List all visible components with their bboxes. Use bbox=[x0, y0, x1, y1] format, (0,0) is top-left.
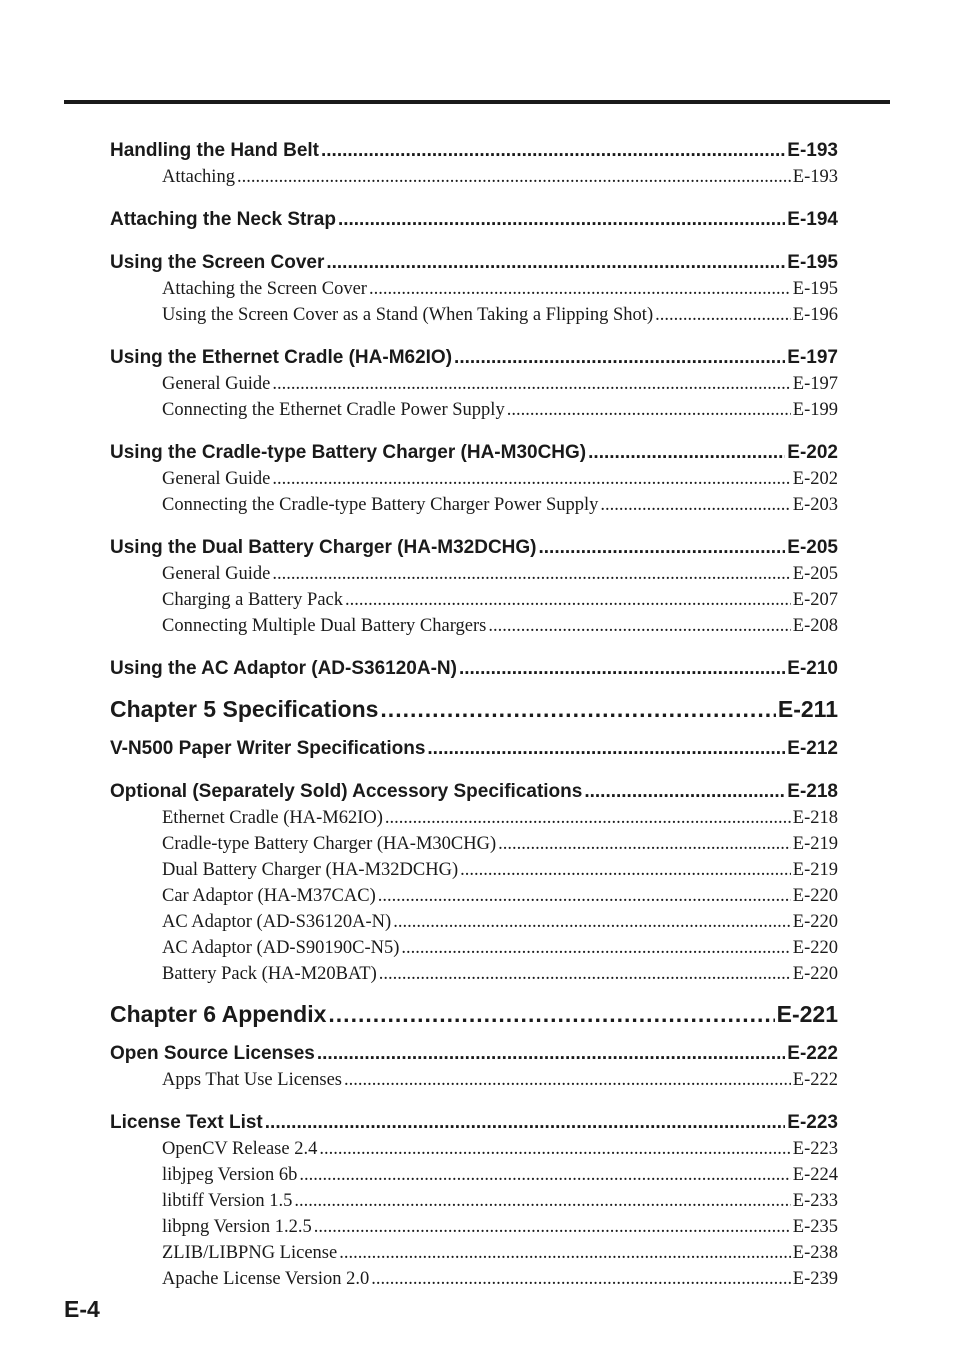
dot-leader bbox=[378, 883, 791, 909]
toc-section-entry[interactable] bbox=[110, 736, 838, 762]
toc-sub-entry[interactable] bbox=[110, 961, 838, 987]
dot-leader bbox=[385, 805, 791, 831]
toc-section-entry[interactable] bbox=[110, 535, 838, 561]
dot-leader bbox=[345, 587, 791, 613]
dot-leader bbox=[294, 1188, 790, 1214]
toc-entry-page: E-197 bbox=[792, 374, 838, 394]
toc-entry-page: E-205 bbox=[792, 564, 838, 584]
toc-entry-page: E-219 bbox=[792, 860, 838, 880]
toc-sub-entry[interactable] bbox=[110, 1162, 838, 1188]
toc-entry-title: Using the Dual Battery Charger (HA-M32DCHG) bbox=[110, 537, 537, 558]
toc-entry-page: E-220 bbox=[792, 886, 838, 906]
toc-entry-page: E-193 bbox=[787, 140, 838, 161]
toc-entry-title: Ethernet Cradle (HA-M62IO) bbox=[162, 808, 383, 828]
toc-entry-page: E-221 bbox=[776, 1001, 838, 1027]
toc-entry-title: Using the Screen Cover bbox=[110, 252, 325, 273]
toc-entry-title: Using the Screen Cover as a Stand (When Taking a Flipping Shot) bbox=[162, 305, 654, 325]
toc-entry-title: Using the AC Adaptor (AD-S36120A-N) bbox=[110, 658, 457, 679]
dot-leader bbox=[272, 371, 790, 397]
toc-entry-title: libtiff Version 1.5 bbox=[162, 1191, 293, 1211]
toc-section-entry[interactable] bbox=[110, 345, 838, 371]
toc-entry-title: Connecting Multiple Dual Battery Chargers bbox=[162, 616, 487, 636]
dot-leader bbox=[272, 466, 790, 492]
toc-entry-page: E-205 bbox=[787, 537, 838, 558]
dot-leader bbox=[314, 1214, 791, 1240]
toc-sub-entry[interactable] bbox=[110, 492, 838, 518]
toc-entry-page: E-220 bbox=[792, 938, 838, 958]
toc-entry-page: E-233 bbox=[792, 1191, 838, 1211]
toc-entry-title: AC Adaptor (AD-S90190C-N5) bbox=[162, 938, 400, 958]
toc-entry-title: General Guide bbox=[162, 469, 271, 489]
toc-spacer bbox=[110, 987, 838, 999]
toc-entry-page: E-208 bbox=[792, 616, 838, 636]
dot-leader bbox=[379, 961, 791, 987]
toc-chapter-entry[interactable] bbox=[110, 999, 838, 1029]
toc-sub-entry[interactable] bbox=[110, 1240, 838, 1266]
dot-leader bbox=[488, 613, 790, 639]
toc-entry-title: Apps That Use Licenses bbox=[162, 1070, 342, 1090]
toc-section-entry[interactable] bbox=[110, 440, 838, 466]
toc-entry-page: E-218 bbox=[787, 781, 838, 802]
toc-entry-page: E-222 bbox=[787, 1043, 838, 1064]
toc-sub-entry[interactable] bbox=[110, 831, 838, 857]
dot-leader bbox=[460, 857, 791, 883]
toc-entry-page: E-195 bbox=[787, 252, 838, 273]
dot-leader bbox=[369, 276, 791, 302]
toc-entry-title: Attaching the Screen Cover bbox=[162, 279, 367, 299]
toc-sub-entry[interactable] bbox=[110, 1067, 838, 1093]
dot-leader bbox=[454, 345, 785, 371]
dot-leader bbox=[344, 1067, 791, 1093]
dot-leader bbox=[498, 831, 791, 857]
toc-spacer bbox=[110, 1093, 838, 1110]
dot-leader bbox=[427, 736, 785, 762]
page-number: E-4 bbox=[64, 1296, 100, 1322]
dot-leader bbox=[459, 656, 785, 682]
toc-entry-page: E-223 bbox=[787, 1112, 838, 1133]
toc-sub-entry[interactable] bbox=[110, 1214, 838, 1240]
dot-leader bbox=[339, 1240, 791, 1266]
toc-entry-page: E-196 bbox=[792, 305, 838, 325]
toc-entry-title: libjpeg Version 6b bbox=[162, 1165, 298, 1185]
toc-sub-entry[interactable] bbox=[110, 1136, 838, 1162]
toc-sub-entry[interactable] bbox=[110, 164, 838, 190]
toc-entry-title: General Guide bbox=[162, 374, 271, 394]
toc-section-entry[interactable] bbox=[110, 250, 838, 276]
toc-sub-entry[interactable] bbox=[110, 397, 838, 423]
toc-sub-entry[interactable] bbox=[110, 466, 838, 492]
dot-leader bbox=[588, 440, 785, 466]
toc-section-entry[interactable] bbox=[110, 207, 838, 233]
toc-sub-entry[interactable] bbox=[110, 909, 838, 935]
dot-leader bbox=[319, 1136, 790, 1162]
toc-entry-page: E-195 bbox=[792, 279, 838, 299]
toc-entry-page: E-223 bbox=[792, 1139, 838, 1159]
toc-entry-page: E-222 bbox=[792, 1070, 838, 1090]
dot-leader bbox=[584, 779, 785, 805]
toc-entry-page: E-193 bbox=[792, 167, 838, 187]
toc-spacer bbox=[110, 1029, 838, 1041]
toc-sub-entry[interactable] bbox=[110, 302, 838, 328]
toc-entry-page: E-220 bbox=[792, 964, 838, 984]
toc-entry-page: E-238 bbox=[792, 1243, 838, 1263]
toc-entry-title: Using the Cradle-type Battery Charger (HA-M30CHG) bbox=[110, 442, 587, 463]
toc-sub-entry[interactable] bbox=[110, 561, 838, 587]
dot-leader bbox=[371, 1266, 791, 1292]
toc-entry-page: E-194 bbox=[787, 209, 838, 230]
toc-entry-title: Apache License Version 2.0 bbox=[162, 1269, 370, 1289]
toc-sub-entry[interactable] bbox=[110, 883, 838, 909]
toc-spacer bbox=[110, 233, 838, 250]
toc-spacer bbox=[110, 639, 838, 656]
dot-leader bbox=[380, 694, 775, 724]
toc-entry-page: E-202 bbox=[787, 442, 838, 463]
toc-sub-entry[interactable] bbox=[110, 276, 838, 302]
toc-section-entry[interactable] bbox=[110, 1041, 838, 1067]
toc-sub-entry[interactable] bbox=[110, 371, 838, 397]
toc-entry-title: Dual Battery Charger (HA-M32DCHG) bbox=[162, 860, 459, 880]
toc-spacer bbox=[110, 328, 838, 345]
dot-leader bbox=[600, 492, 790, 518]
toc-entry-title: OpenCV Release 2.4 bbox=[162, 1139, 318, 1159]
toc-entry-page: E-207 bbox=[792, 590, 838, 610]
toc-entry-title: V-N500 Paper Writer Specifications bbox=[110, 738, 426, 759]
toc-entry-title: Connecting the Cradle-type Battery Charger Power Supply bbox=[162, 495, 599, 515]
toc-entry-title: Optional (Separately Sold) Accessory Specifications bbox=[110, 781, 583, 802]
dot-leader bbox=[655, 302, 791, 328]
dot-leader bbox=[326, 250, 785, 276]
toc-entry-title: ZLIB/LIBPNG License bbox=[162, 1243, 338, 1263]
toc-entry-title: Attaching bbox=[162, 167, 235, 187]
toc-entry-page: E-239 bbox=[792, 1269, 838, 1289]
header-rule bbox=[64, 100, 890, 104]
toc-sub-entry[interactable] bbox=[110, 613, 838, 639]
dot-leader bbox=[507, 397, 791, 423]
toc-entry-title: Chapter 6 Appendix bbox=[110, 1001, 327, 1027]
toc-spacer bbox=[110, 190, 838, 207]
toc-entry-page: E-219 bbox=[792, 834, 838, 854]
dot-leader bbox=[265, 1110, 786, 1136]
toc-entry-page: E-197 bbox=[787, 347, 838, 368]
toc-section-entry[interactable] bbox=[110, 779, 838, 805]
dot-leader bbox=[272, 561, 790, 587]
toc-sub-entry[interactable] bbox=[110, 1266, 838, 1292]
toc-entry-title: Car Adaptor (HA-M37CAC) bbox=[162, 886, 376, 906]
toc-entry-page: E-218 bbox=[792, 808, 838, 828]
toc-entry-title: Chapter 5 Specifications bbox=[110, 696, 379, 722]
toc-entry-title: AC Adaptor (AD-S36120A-N) bbox=[162, 912, 392, 932]
dot-leader bbox=[539, 535, 786, 561]
toc-entry-page: E-211 bbox=[777, 696, 838, 722]
toc-entry-title: Using the Ethernet Cradle (HA-M62IO) bbox=[110, 347, 453, 368]
toc-sub-entry[interactable] bbox=[110, 805, 838, 831]
toc-spacer bbox=[110, 682, 838, 694]
toc-spacer bbox=[110, 423, 838, 440]
toc-entry-page: E-210 bbox=[787, 658, 838, 679]
table-of-contents bbox=[110, 138, 838, 1292]
toc-entry-title: General Guide bbox=[162, 564, 271, 584]
toc-entry-title: Battery Pack (HA-M20BAT) bbox=[162, 964, 377, 984]
dot-leader bbox=[393, 909, 791, 935]
toc-sub-entry[interactable] bbox=[110, 587, 838, 613]
toc-entry-title: Charging a Battery Pack bbox=[162, 590, 344, 610]
dot-leader bbox=[237, 164, 791, 190]
toc-entry-page: E-202 bbox=[792, 469, 838, 489]
toc-entry-title: Connecting the Ethernet Cradle Power Supply bbox=[162, 400, 505, 420]
toc-entry-page: E-220 bbox=[792, 912, 838, 932]
toc-section-entry[interactable] bbox=[110, 138, 838, 164]
toc-entry-page: E-203 bbox=[792, 495, 838, 515]
dot-leader bbox=[299, 1162, 790, 1188]
dot-leader bbox=[317, 1041, 785, 1067]
toc-sub-entry[interactable] bbox=[110, 1188, 838, 1214]
toc-section-entry[interactable] bbox=[110, 1110, 838, 1136]
toc-sub-entry[interactable] bbox=[110, 935, 838, 961]
toc-entry-title: libpng Version 1.2.5 bbox=[162, 1217, 312, 1237]
toc-spacer bbox=[110, 724, 838, 736]
dot-leader bbox=[328, 999, 774, 1029]
toc-section-entry[interactable] bbox=[110, 656, 838, 682]
dot-leader bbox=[401, 935, 790, 961]
toc-chapter-entry[interactable] bbox=[110, 694, 838, 724]
toc-entry-title: License Text List bbox=[110, 1112, 263, 1133]
toc-spacer bbox=[110, 762, 838, 779]
toc-entry-page: E-235 bbox=[792, 1217, 838, 1237]
dot-leader bbox=[338, 207, 785, 233]
toc-entry-title: Handling the Hand Belt bbox=[110, 140, 319, 161]
toc-spacer bbox=[110, 518, 838, 535]
toc-entry-title: Attaching the Neck Strap bbox=[110, 209, 336, 230]
toc-entry-page: E-199 bbox=[792, 400, 838, 420]
toc-entry-title: Open Source Licenses bbox=[110, 1043, 315, 1064]
toc-entry-page: E-212 bbox=[787, 738, 838, 759]
dot-leader bbox=[321, 138, 785, 164]
toc-entry-title: Cradle-type Battery Charger (HA-M30CHG) bbox=[162, 834, 497, 854]
toc-entry-page: E-224 bbox=[792, 1165, 838, 1185]
toc-sub-entry[interactable] bbox=[110, 857, 838, 883]
